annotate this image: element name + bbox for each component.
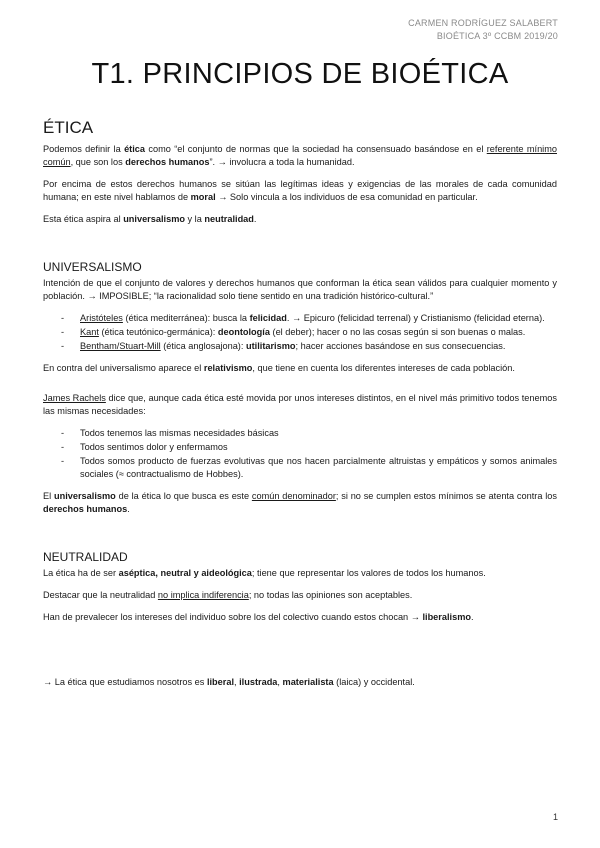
final-statement bbox=[43, 676, 557, 689]
list-item bbox=[43, 441, 557, 454]
etica-paragraph-3 bbox=[43, 213, 557, 226]
text-span: (ética mediterránea): busca la bbox=[122, 313, 250, 323]
text-span: (laica) y occidental. bbox=[333, 677, 415, 687]
text-span: , bbox=[234, 677, 240, 687]
list-dash: - bbox=[61, 313, 65, 323]
text-span: ; no todas las opiniones son aceptables. bbox=[248, 590, 413, 600]
etica-paragraph-2 bbox=[43, 178, 557, 204]
list-dash: - bbox=[61, 428, 65, 438]
text-span: Esta ética aspira al bbox=[43, 214, 124, 224]
relativismo-paragraph bbox=[43, 362, 557, 375]
text-span: ; si no se cumplen estos mínimos se atenta contra los bbox=[335, 491, 557, 501]
bold-term: felicidad bbox=[249, 313, 287, 323]
text-span: , bbox=[277, 677, 283, 687]
text-span: (ética teutónico-germánica): bbox=[98, 327, 218, 337]
bold-term: materialista bbox=[282, 677, 334, 687]
text-span: → Solo vincula a los individuos de esa comunidad en particular. bbox=[215, 192, 478, 202]
underlined-term: referente mínimo común bbox=[43, 144, 557, 167]
header-course: BIOÉTICA 3º CCBM 2019/20 bbox=[436, 31, 558, 41]
list-item bbox=[43, 427, 557, 440]
text-span: dice que, aunque cada ética esté movida por unos intereses distintos, en el nivel más primitivo todos tenemos las mismas necesidades: bbox=[43, 393, 557, 416]
page-number: 1 bbox=[552, 812, 558, 822]
bold-term: universalismo bbox=[123, 214, 185, 224]
bold-term: deontología bbox=[217, 327, 270, 337]
underlined-term: James Rachels bbox=[43, 393, 106, 403]
text-span: Todos sentimos dolor y enfermamos bbox=[80, 442, 228, 452]
text-span: El bbox=[43, 491, 54, 501]
universalismo-intro: Intención de que el conjunto de valores y derechos humanos que conforman la ética sean válidos para cualquier momento y población. → IMPOSIBLE; “la racionalidad solo tiene sentido en una tradición histórico-cultural.” bbox=[43, 278, 557, 301]
page-title: T1. PRINCIPIOS DE BIOÉTICA bbox=[91, 58, 509, 90]
bold-term: derechos humanos bbox=[43, 504, 128, 514]
ethics-traditions-list bbox=[43, 312, 557, 353]
bold-term: aséptica, neutral y aideológica bbox=[118, 568, 252, 578]
bold-term: ilustrada bbox=[239, 677, 278, 687]
list-item bbox=[43, 455, 557, 481]
text-span: , que tiene en cuenta los diferentes intereses de cada población. bbox=[252, 363, 515, 373]
list-item bbox=[43, 326, 557, 339]
text-span: , que son los bbox=[70, 157, 126, 167]
bold-term: liberalismo bbox=[422, 612, 471, 622]
text-span: (el deber); hacer o no las cosas según si son buenas o malas. bbox=[269, 327, 526, 337]
document-header bbox=[408, 17, 558, 43]
text-span: como “el conjunto de normas que la sociedad ha consensuado basándose en el bbox=[145, 144, 487, 154]
section-heading-neutralidad: NEUTRALIDAD bbox=[43, 550, 128, 564]
text-span: . → Epicuro (felicidad terrenal) y Cristianismo (felicidad eterna). bbox=[286, 313, 545, 323]
etica-paragraph-1 bbox=[43, 143, 557, 169]
bold-term: relativismo bbox=[203, 363, 253, 373]
header-author: CARMEN RODRÍGUEZ SALABERT bbox=[408, 18, 558, 28]
text-span: . bbox=[470, 612, 474, 622]
bold-term: liberal bbox=[206, 677, 235, 687]
list-item bbox=[43, 340, 557, 353]
text-span: Han de prevalecer los intereses del individuo sobre los del colectivo cuando estos chocan → bbox=[43, 612, 423, 622]
text-span: . bbox=[127, 504, 130, 514]
rachels-paragraph bbox=[43, 392, 557, 418]
list-dash: - bbox=[61, 327, 65, 337]
text-span: La ética ha de ser bbox=[43, 568, 119, 578]
text-span: de la ética lo que busca es este bbox=[115, 491, 252, 501]
underlined-term: Aristóteles bbox=[80, 313, 123, 323]
text-span: ”. → involucra a toda la humanidad. bbox=[209, 157, 355, 167]
universalismo-conclusion bbox=[43, 490, 557, 516]
text-span: ; hacer acciones basándose en sus consecuencias. bbox=[295, 341, 506, 351]
common-needs-list bbox=[43, 427, 557, 481]
section-heading-etica: ÉTICA bbox=[43, 118, 94, 137]
neutralidad-paragraph-1 bbox=[43, 567, 557, 580]
bold-term: ética bbox=[124, 144, 146, 154]
text-span: y la bbox=[184, 214, 205, 224]
underlined-term: común denominador bbox=[251, 491, 336, 501]
underlined-term: no implica indiferencia bbox=[157, 590, 249, 600]
list-dash: - bbox=[61, 341, 65, 351]
text-span: ; tiene que representar los valores de todos los humanos. bbox=[251, 568, 486, 578]
text-span: En contra del universalismo aparece el bbox=[43, 363, 204, 373]
neutralidad-paragraph-2 bbox=[43, 589, 557, 602]
list-dash: - bbox=[61, 456, 65, 466]
bold-term: universalismo bbox=[53, 491, 116, 501]
text-span: . bbox=[253, 214, 257, 224]
underlined-term: Kant bbox=[80, 327, 99, 337]
bold-term: utilitarismo bbox=[245, 341, 296, 351]
bold-term: derechos humanos bbox=[125, 157, 210, 167]
bold-term: neutralidad bbox=[204, 214, 254, 224]
text-span: Por encima de estos derechos humanos se sitúan las legítimas ideas y exigencias de las morales de cada comunidad humana; en este nivel hablamos de bbox=[43, 179, 557, 202]
document-body bbox=[43, 118, 557, 698]
text-span: → La ética que estudiamos nosotros es bbox=[43, 677, 207, 687]
bold-term: moral bbox=[190, 192, 216, 202]
list-dash: - bbox=[61, 442, 65, 452]
section-heading-universalismo: UNIVERSALISMO bbox=[43, 260, 142, 274]
text-span: Todos somos producto de fuerzas evolutivas que nos hacen parcialmente altruistas y empáticos y somos animales sociales (≈ contractualismo de Hobbes). bbox=[80, 456, 557, 479]
underlined-term: Bentham/Stuart-Mill bbox=[80, 341, 161, 351]
text-span: (ética anglosajona): bbox=[160, 341, 246, 351]
text-span: Todos tenemos las mismas necesidades básicas bbox=[80, 428, 279, 438]
list-item bbox=[43, 312, 557, 325]
neutralidad-paragraph-3 bbox=[43, 611, 557, 624]
text-span: Podemos definir la bbox=[43, 144, 125, 154]
text-span: Destacar que la neutralidad bbox=[43, 590, 158, 600]
